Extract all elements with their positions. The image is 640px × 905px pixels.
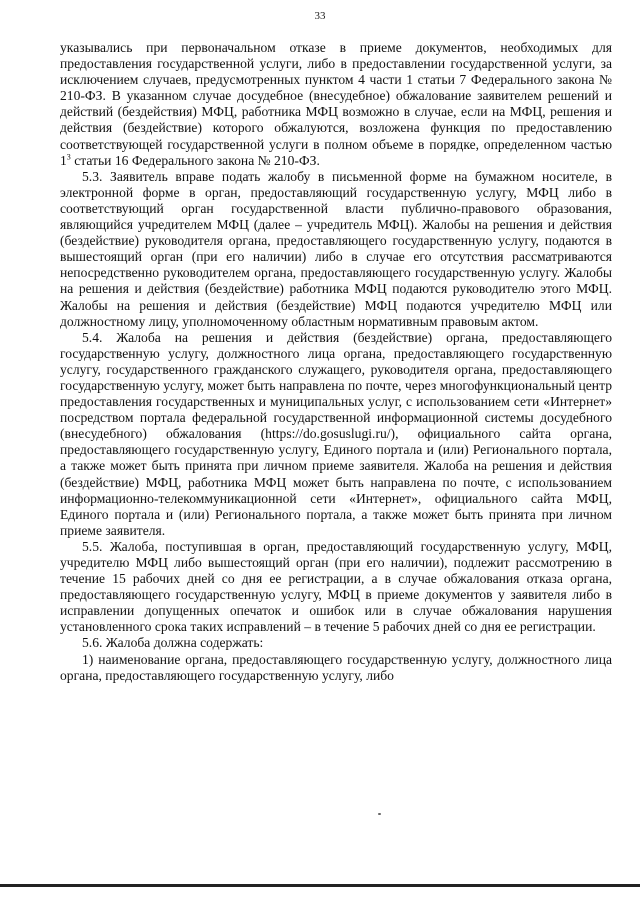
superscript: 3 xyxy=(66,152,71,162)
list-item-1: 1) наименование органа, предоставляющего государственную услугу, должностного лица органа, предоставляющего государственную услугу, либо xyxy=(60,651,612,683)
paragraph-text: статьи 16 Федерального закона № 210-ФЗ. xyxy=(70,152,320,168)
scan-speck xyxy=(378,813,381,815)
bottom-rule xyxy=(0,884,640,887)
paragraph-5-6: 5.6. Жалоба должна содержать: xyxy=(82,635,264,651)
paragraph-continuation xyxy=(60,40,612,169)
page-number: 33 xyxy=(314,10,326,22)
paragraph-text: указывались при первоначальном отказе в приеме документов, необходимых для предоставления государственной услуги, либо в предоставлении государственной услуги, за исключением случаев, предусмотренных пунктом 4 части 1 статьи 7 Федерального закона № 210-ФЗ. В указанном случае досудебное (внесудебное) обжалование заявителем решений и действий (бездействия) МФЦ, работника МФЦ возможно в случае, если на МФЦ, решения и действия (бездействие) которого обжалуются, возложена функция по предоставлению соответствующей государственной услуги в полном объеме в порядке, определенном частью 1 xyxy=(60,40,612,168)
paragraph-5-5: 5.5. Жалоба, поступившая в орган, предоставляющий государственную услугу, МФЦ, учредителю МФЦ либо вышестоящий орган (при его наличии), подлежит рассмотрению в течение 15 рабочих дней со дня ее регистрации, а в случае обжалования отказа органа, предоставляющего государственную услугу, МФЦ в приеме документов у заявителя либо в исправлении допущенных опечаток и ошибок или в случае обжалования нарушения установленного срока таких исправлений – в течение 5 рабочих дней со дня ее регистрации. xyxy=(60,538,612,635)
paragraph-5-4: 5.4. Жалоба на решения и действия (бездействие) органа, предоставляющего государственную услугу, должностного лица органа, предоставляющего государственную услугу, государственного гражданского служащего, руководителя органа, предоставляющего государственную услугу, может быть направлена по почте, через многофункциональный центр предоставления государственных и муниципальных услуг, с использованием сети «Интернет» посредством портала федеральной государственной информационной системы досудебного (внесудебного) обжалования (https://do.gosuslugi.ru/), официального сайта органа, предоставляющего государственную услугу, Единого портала и (или) Регионального портала, а также может быть принята при личном приеме заявителя. Жалоба на решения и действия (бездействие) МФЦ, работника МФЦ может быть направлена по почте, с использованием информационно-телекоммуникационной сети «Интернет», официального сайта МФЦ, Единого портала и (или) Регионального портала, а также может быть принята при личном приеме заявителя. xyxy=(60,329,612,538)
paragraph-5-3: 5.3. Заявитель вправе подать жалобу в письменной форме на бумажном носителе, в электронной форме в орган, предоставляющий государственную услугу, МФЦ либо в соответствующий орган государственной власти публично-правового образования, являющийся учредителем МФЦ (далее – учредитель МФЦ). Жалобы на решения и действия (бездействие) руководителя органа, предоставляющего государственную услугу, подаются в вышестоящий орган (при его наличии) либо в случае его отсутствия рассматриваются непосредственно руководителем органа, предоставляющего государственную услугу. Жалобы на решения и действия (бездействие) работника МФЦ подаются руководителю этого МФЦ. Жалобы на решения и действия (бездействие) МФЦ подаются учредителю МФЦ или должностному лицу, уполномоченному областным нормативным правовым актом. xyxy=(60,168,612,329)
document-body xyxy=(60,40,612,684)
